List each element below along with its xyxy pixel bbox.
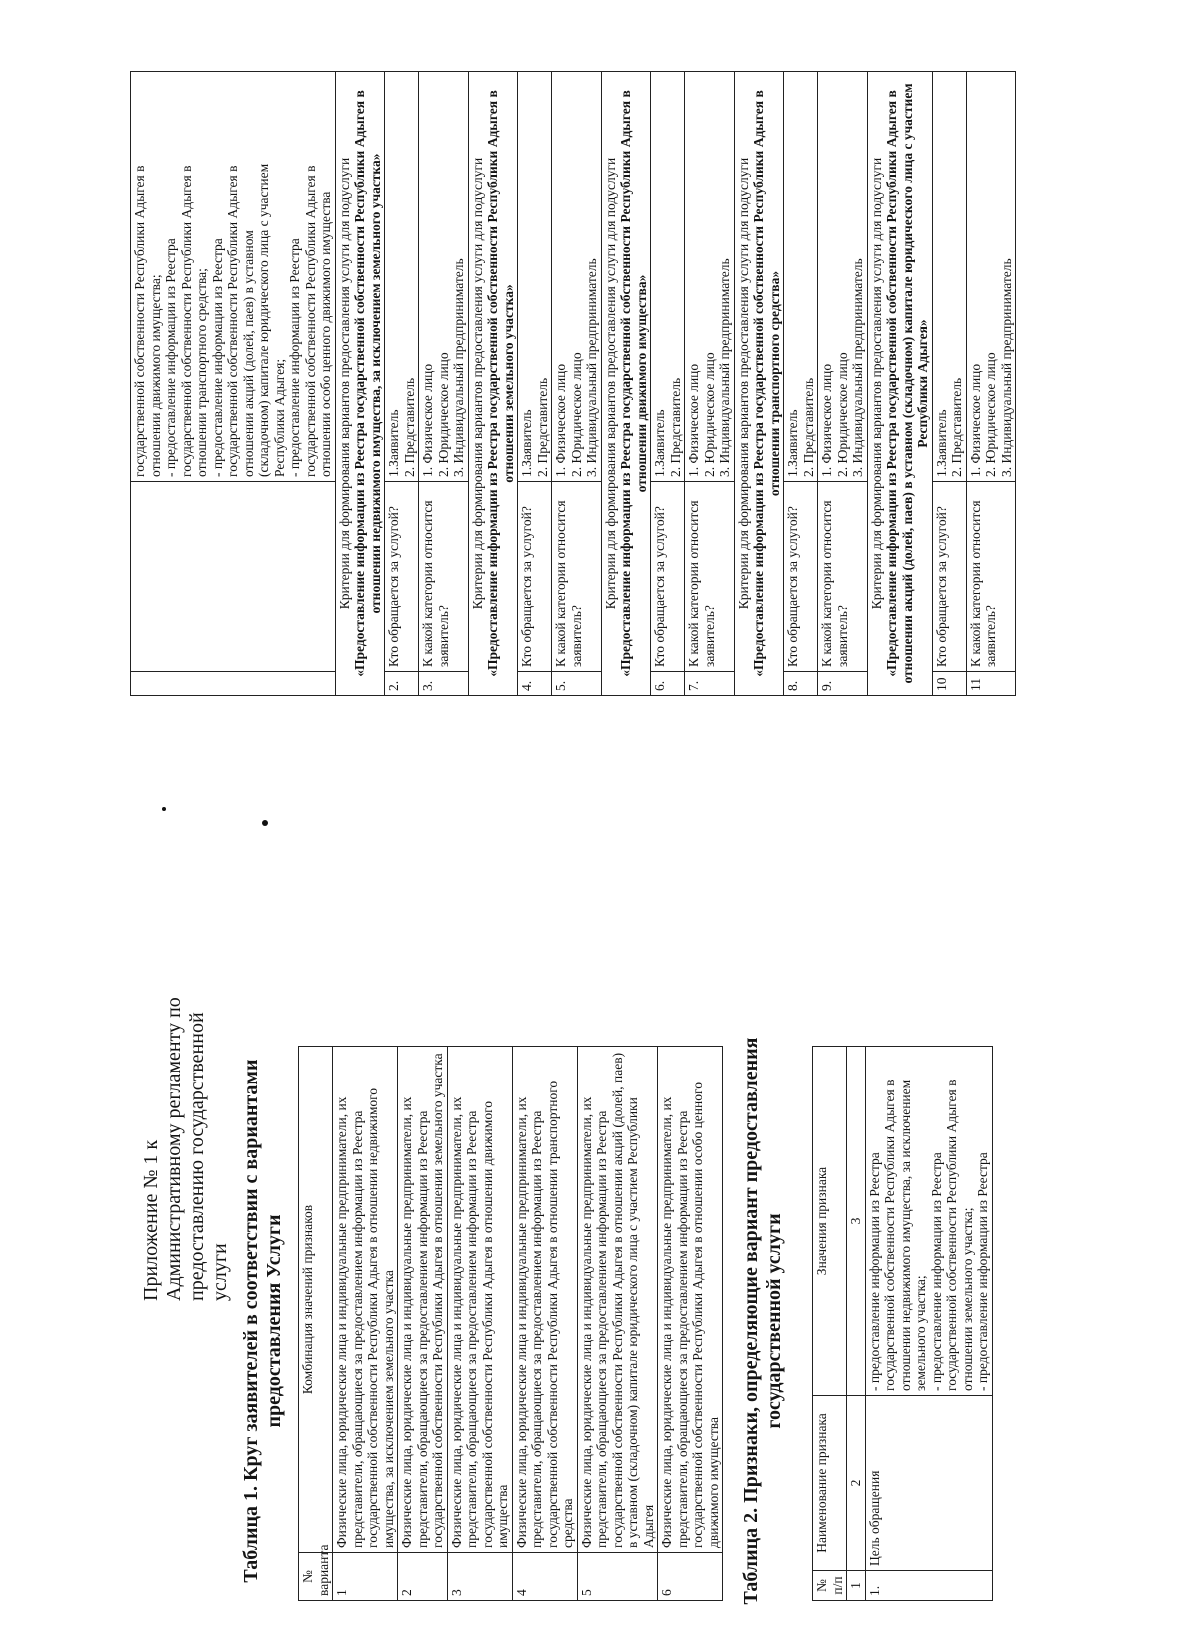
table-row: 10 Кто обращается за услугой? 1.Заявитель 2. Представитель: [932, 72, 966, 696]
table1-title: Таблица 1. Круг заявителей в соответствии с вариантами предоставления Услуги: [240, 1059, 285, 1583]
table-row: 1. Цель обращения - предоставление информации из Реестра государственной собственности Республики Адыгея в отношении недвижимого имущества, за исключением земельного участка; - предоставление информации из Реестра государственной собственности Республики Адыгея в отношении земельного участка; - предоставление информации из Реестра: [865, 1047, 992, 1601]
table3-continued: [130, 71, 1016, 696]
table1-col-comb: Комбинация значений признаков: [299, 1047, 333, 1553]
table-row: 2 Физические лица, юридические лица и индивидуальные предприниматели, их представители, обращающиеся за предоставлением информации из Реестра государственной собственности Республики Адыгея в отношении земельного участка: [398, 1047, 448, 1601]
appendix-header: Приложение № 1 к Административному регламенту по предоставлению государственной услуги: [140, 997, 231, 1301]
table2: [812, 1046, 993, 1601]
table1-col-num: № варианта: [299, 1553, 333, 1601]
table-row: 3 Физические лица, юридические лица и индивидуальные предприниматели, их представители, обращающиеся за предоставлением информации из Реестра государственной собственности Республики Адыгея в отношении движимого имущества: [447, 1047, 512, 1601]
table2-value-cell: - предоставление информации из Реестра государственной собственности Республики Адыгея в отношении недвижимого имущества, за исключением земельного участка; - предоставление информации из Реестра государственной собственности Республики Адыгея в отношении земельного участка; - предоставление информации из Реестра: [865, 1047, 992, 1396]
scan-dot: [162, 807, 166, 811]
table-row: 5. К какой категории относится заявитель? 1. Физическое лицо 2. Юридическое лицо 3. Индивидуальный предприниматель: [552, 72, 602, 696]
table-row: 2. Кто обращается за услугой? 1.Заявитель 2. Представитель: [385, 72, 419, 696]
criteria-section: Критерии для формирования вариантов предоставления услуги для подуслуги «Предоставление информации из Реестра государственной собственности Республики Адыгея в отношении недвижимого имущества, за исключением земельного участка»: [335, 72, 385, 696]
table-row: 8. Кто обращается за услугой? 1.Заявитель 2. Представитель: [784, 72, 818, 696]
criteria-section: Критерии для формирования вариантов предоставления услуги для подуслуги «Предоставление информации из Реестра государственной собственности Республики Адыгея в отношении движимого имущества»: [601, 72, 651, 696]
table2-header: № п/п Наименование признака Значения признака: [813, 1047, 847, 1601]
table1-header: [299, 1047, 333, 1601]
criteria-section: Критерии для формирования вариантов предоставления услуги для подуслуги «Предоставление информации из Реестра государственной собственности Республики Адыгея в отношении земельного участка»: [468, 72, 518, 696]
criteria-section: Критерии для формирования вариантов предоставления услуги для подуслуги «Предоставление информации из Реестра государственной собственности Республики Адыгея в отношении акций (долей, паев) в уставном (складочном) капитале юридического лица с участием Республики Адыгея»: [867, 72, 932, 696]
table-row: 6. Кто обращается за услугой? 1.Заявитель 2. Представитель: [651, 72, 685, 696]
table-row: 3. К какой категории относится заявитель? 1. Физическое лицо 2. Юридическое лицо 3. Индивидуальный предприниматель: [419, 72, 469, 696]
table2-title: Таблица 2. Признаки, определяющие вариант предоставления государственной услуги: [740, 1037, 785, 1605]
table-row: 1 Физические лица, юридические лица и индивидуальные предприниматели, их представители, обращающиеся за предоставлением информации из Реестра государственной собственности Республики Адыгея в отношении недвижимого имущества, за исключением земельного участка: [333, 1047, 398, 1601]
table-row: 11 К какой категории относится заявитель? 1. Физическое лицо 2. Юридическое лицо 3. Индивидуальный предприниматель: [966, 72, 1016, 696]
table-row: 4. Кто обращается за услугой? 1.Заявитель 2. Представитель: [518, 72, 552, 696]
scan-dot: [262, 820, 268, 826]
table-row: 9. К какой категории относится заявитель? 1. Физическое лицо 2. Юридическое лицо 3. Индивидуальный предприниматель: [818, 72, 868, 696]
table1: [298, 1046, 723, 1601]
table3-continuation-row: государственной собственности Республики Адыгея в отношении движимого имущества; - предоставление информации из Реестра государственной собственности Республики Адыгея в отношении транспортного средства; - предоставление информации из Реестра государственной собственности Республики Адыгея в отношении акций (долей, паев) в уставном (складочном) капитале юридического лица с участием Республики Адыгея; - предоставление информации из Реестра государственной собственности Республики Адыгея в отношении особо ценного движимого имущества: [131, 72, 336, 696]
table-row: 5 Физические лица, юридические лица и индивидуальные предприниматели, их представители, обращающиеся за предоставлением информации из Реестра государственной собственности Республики Адыгея в отношении акций (долей, паев) в уставном (складочном) капитале юридического лица с участием Республики Адыгея: [577, 1047, 658, 1601]
table-row: 6 Физические лица, юридические лица и индивидуальные предприниматели, их представители, обращающиеся за предоставлением информации из Реестра государственной собственности Республики Адыгея в отношении особо ценного движимого имущества: [658, 1047, 723, 1601]
table-row: 7. К какой категории относится заявитель? 1. Физическое лицо 2. Юридическое лицо 3. Индивидуальный предприниматель: [685, 72, 735, 696]
criteria-section: Критерии для формирования вариантов предоставления услуги для подуслуги «Предоставление информации из Реестра государственной собственности Республики Адыгея в отношении транспортного средства»: [734, 72, 784, 696]
table-row: 4 Физические лица, юридические лица и индивидуальные предприниматели, их представители, обращающиеся за предоставлением информации из Реестра государственной собственности Республики Адыгея в отношении транспортного средства: [512, 1047, 577, 1601]
table2-index-row: 1 2 3: [847, 1047, 866, 1601]
